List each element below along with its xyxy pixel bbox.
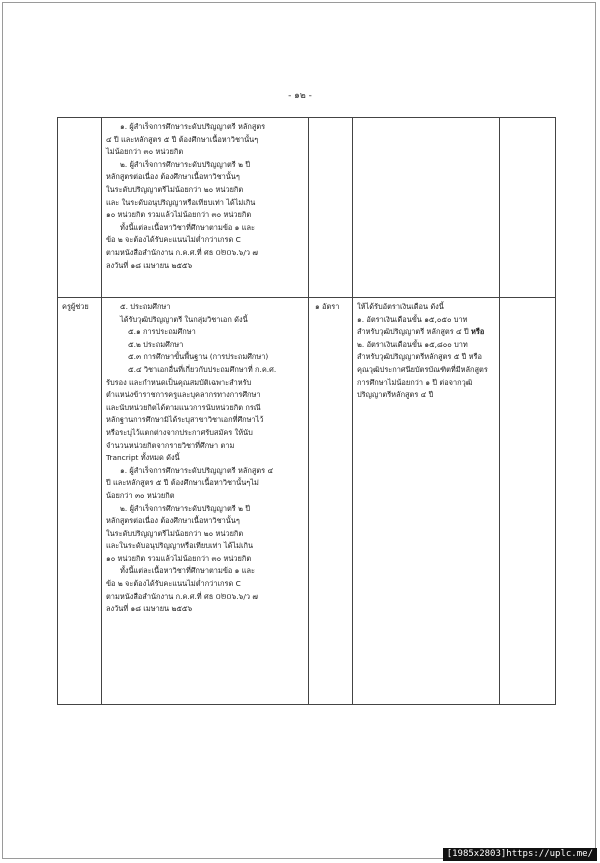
text-line [106,209,305,222]
line-text: ลงวันที่ ๑๘ เมษายน ๒๕๕๖ [106,260,193,270]
text-line [106,247,305,260]
text-line [106,377,305,390]
text-line [106,339,305,352]
qualification-cell [102,298,309,705]
table-row [58,298,556,705]
text-line [357,314,496,327]
line-text: ๕. ประถมศึกษา [120,302,171,311]
line-text: ตำแหน่งข้าราชการครูและบุคลากรทางการศึกษา [106,390,261,400]
line-text: ในระดับปริญญาตรีไม่น้อยกว่า ๒๐ หน่วยกิต [106,528,244,538]
line-text: หลักสูตรต่อเนื่อง ต้องศึกษาเนื้อหาวิชานั้นๆ [106,172,240,182]
text-line [106,452,305,465]
line-text: จำนวนหน่วยกิตจากรายวิชาที่ศึกษา ตาม [106,440,235,450]
page-number: - ๑๒ - [288,91,312,101]
vacancy-count: ๑ อัตรา [315,302,340,311]
text-line [106,351,305,364]
line-text: ๑. ผู้สำเร็จการศึกษาระดับปริญญาตรี หลักสูตร [120,122,266,131]
text-line [106,364,305,377]
line-text: ๑๐ หน่วยกิต รวมแล้วไม่น้อยกว่า ๓๐ หน่วยกิต [106,210,252,220]
bold-word: หรือ [471,327,485,337]
text-line [106,578,305,591]
line-text: ตามหนังสือสำนักงาน ก.ค.ศ.ที่ ศธ ០២០๖.๖/ว ๗ [106,247,258,257]
line-text: ทั้งนี้แต่ละเนื้อหาวิชาที่ศึกษาตามข้อ ๑ และ [120,222,255,232]
salary-cell [353,118,500,298]
text-line [106,603,305,616]
text-line [106,477,305,490]
line-text: ๒. ผู้สำเร็จการศึกษาระดับปริญญาตรี ๒ ปี [120,503,251,513]
text-line [106,540,305,553]
line-text: หลักสูตรต่อเนื่อง ต้องศึกษาเนื้อหาวิชานั้นๆ [106,516,240,526]
line-text: สำหรับวุฒิปริญญาตรี หลักสูตร ๔ ปี [357,327,469,337]
line-text: ตามหนังสือสำนักงาน ก.ค.ศ.ที่ ศธ ០២០๖.๖/ว ๗ [106,591,258,601]
line-text: และ ในระดับอนุปริญญาหรือเทียบเท่า ได้ไม่เกิน [106,197,256,207]
line-text: ๒. อัตราเงินเดือนขั้น ๑๕,๘๐๐ บาท [357,339,468,349]
text-line [106,515,305,528]
salary-text [353,298,499,402]
line-text: ได้รับวุฒิปริญญาตรี ในกลุ่มวิชาเอก ดังนี้ [120,314,248,324]
text-line [106,427,305,440]
text-line [106,121,305,134]
table-row [58,118,556,298]
watermark-url: [1985x2803]https://uplc.me/ [443,848,597,861]
text-line [106,134,305,147]
text-line [106,146,305,159]
text-line [106,528,305,541]
salary-cell [353,298,500,705]
text-line [106,326,305,339]
text-line [106,591,305,604]
line-text: ปริญญาตรีหลักสูตร ๔ ปี [357,390,434,400]
line-text: คุณวุฒิประกาศนียบัตรบัณฑิตที่มีหลักสูตร [357,364,488,374]
text-line [106,159,305,172]
text-line [106,184,305,197]
line-text: และในระดับอนุปริญญาหรือเทียบเท่า ได้ไม่เกิน [106,541,254,551]
line-text: ข้อ ๒ จะต้องได้รับคะแนนไม่ต่ำกว่าเกรด C [106,579,241,589]
remark-cell [500,298,556,705]
text-line [357,364,496,377]
text-line [106,565,305,578]
text-line [106,503,305,516]
line-text: ข้อ ๒ จะต้องได้รับคะแนนไม่ต่ำกว่าเกรด C [106,235,241,245]
line-text: ๑. อัตราเงินเดือนขั้น ๑๕,๐๕๐ บาท [357,314,468,324]
qualification-cell [102,118,309,298]
line-text: ๒. ผู้สำเร็จการศึกษาระดับปริญญาตรี ๒ ปี [120,159,251,169]
line-text: ๔ ปี และหลักสูตร ๕ ปี ต้องศึกษาเนื้อหาวิชานั้นๆ [106,134,259,144]
line-text: หลักฐานการศึกษามิได้ระบุสาขาวิชาเอกที่ศึกษาไว้ [106,415,264,425]
position-cell [58,118,102,298]
text-line [357,351,496,364]
text-line [106,301,305,314]
remark-cell [500,118,556,298]
text-line [357,326,496,339]
text-line [106,260,305,273]
text-line [106,234,305,247]
line-text: ให้ได้รับอัตราเงินเดือน ดังนี้ [357,302,444,311]
line-text: ๑. ผู้สำเร็จการศึกษาระดับปริญญาตรี หลักสูตร ๔ [120,465,274,475]
text-line [357,339,496,352]
line-text: ในระดับปริญญาตรีไม่น้อยกว่า ๒๐ หน่วยกิต [106,184,244,194]
text-line [106,414,305,427]
text-line [106,553,305,566]
position-cell [58,298,102,705]
line-text: ไม่น้อยกว่า ๓๐ หน่วยกิต [106,147,184,157]
qualification-table [57,117,556,705]
text-line [106,171,305,184]
text-line [357,377,496,390]
text-line [106,440,305,453]
text-line [106,222,305,235]
text-line [106,197,305,210]
line-text: ลงวันที่ ๑๘ เมษายน ๒๕๕๖ [106,604,193,614]
text-line [106,465,305,478]
position-label: ครูผู้ช่วย [62,302,89,311]
text-line [106,402,305,415]
text-line [106,314,305,327]
line-text: รับรอง และกำหนดเป็นคุณสมบัติเฉพาะสำหรับ [106,377,252,387]
line-text: การศึกษาไม่น้อยกว่า ๑ ปี ต่อจากวุฒิ [357,377,473,387]
vacancy-cell [309,118,353,298]
text-line [106,490,305,503]
line-text: และนับหน่วยกิตได้ตามแนวการนับหน่วยกิต กรณี [106,402,261,412]
line-text: Trancript ทั้งหมด ดังนี้ [106,453,180,463]
line-text: ๕.๓ การศึกษาขั้นพื้นฐาน (การประถมศึกษา) [128,352,269,362]
line-text: ปี และหลักสูตร ๕ ปี ต้องศึกษาเนื้อหาวิชานั้นๆไม่ [106,478,259,488]
line-text: ๕.๒ ประถมศึกษา [128,339,184,349]
line-text: สำหรับวุฒิปริญญาตรีหลักสูตร ๕ ปี หรือ [357,352,482,362]
line-text: หรือระบุไว้แตกต่างจากประกาศรับสมัคร ให้นับ [106,427,253,437]
qualification-text [102,118,308,272]
line-text: ๕.๑ การประถมศึกษา [128,327,196,337]
line-text: ทั้งนี้แต่ละเนื้อหาวิชาที่ศึกษาตามข้อ ๑ และ [120,566,255,576]
vacancy-cell [309,298,353,705]
line-text: ๕.๔ วิชาเอกอื่นที่เกี่ยวกับประถมศึกษาที่ ก.ค.ศ. [128,364,277,374]
qualification-text [102,298,308,616]
text-line [357,389,496,402]
text-line [106,389,305,402]
line-text: น้อยกว่า ๓๐ หน่วยกิต [106,490,175,500]
line-text: ๑๐ หน่วยกิต รวมแล้วไม่น้อยกว่า ๓๐ หน่วยกิต [106,553,252,563]
text-line [357,301,496,314]
